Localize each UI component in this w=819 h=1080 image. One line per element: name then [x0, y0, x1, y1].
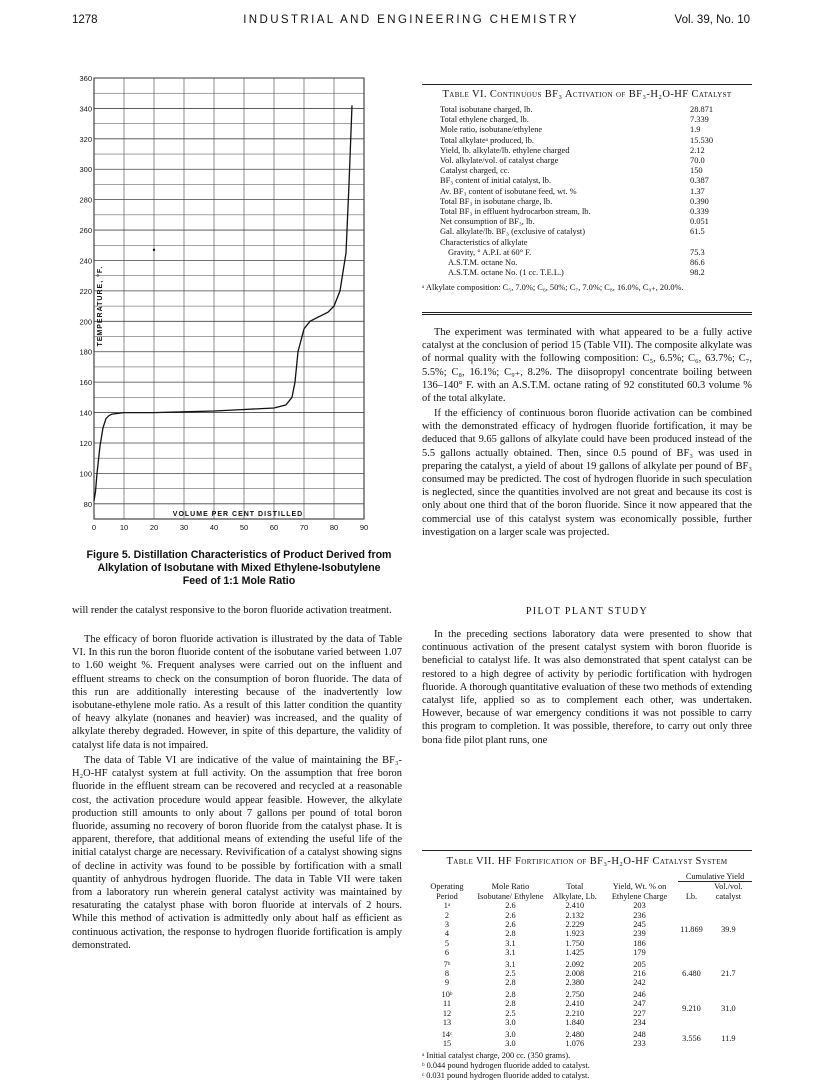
table6-row-value: 86.6: [690, 258, 752, 268]
table6-row-label: Net consumption of BF₃, lb.: [440, 217, 535, 227]
figure-caption: Figure 5. Distillation Characteristics of Product Derived from Alkylation of Isobutane with Mixed Ethylene-Isobutylene Feed of 1:1 Mole Ratio: [86, 549, 392, 588]
x-tick-label: 80: [330, 523, 338, 532]
table6-row-label: BF₃ content of initial catalyst, lb.: [440, 176, 551, 186]
x-tick-label: 60: [270, 523, 278, 532]
table7-cell-ratio: 3.0: [472, 1039, 549, 1048]
table7-cell-cum-vol: 21.7: [705, 958, 752, 988]
table6-rows: [422, 105, 752, 278]
table6-row: [422, 207, 752, 217]
table6-row: [422, 258, 752, 268]
x-tick-label: 10: [120, 523, 128, 532]
table7-cell-yield: 234: [601, 1018, 678, 1027]
table7-cell-cum-lb: 3.556: [678, 1028, 705, 1049]
right-paragraph-2: If the efficiency of continuous boron fluoride activation can be combined with the demonstrated efficacy of hydrogen fluoride fortification, it may be deduced that 9.65 gallons of alkylate could have been produced instead of the 5.5 gallons actually obtained. Then, since 0.5 pound of BF₃ was used in preparing the catalyst, a yield of about 19 gallons of alkylate per pound of BF₃ consumed may be predicted. The cost of hydrogen fluoride in such speculation is neglected, since the quantities involved are not great and because its cost is only about one third that of the boron fluoride. Since it now appeared that the commercial use of this catalyst system was economically possible, further investigation on a larger scale was projected.: [422, 407, 752, 539]
table6-row-value: 70.0: [690, 156, 752, 166]
table7-cell-period: 5: [422, 939, 472, 948]
plot-frame: [94, 78, 364, 519]
table6-row-value: 2.12: [690, 146, 752, 156]
table7-cell-yield: 239: [601, 929, 678, 938]
table6-row: [422, 197, 752, 207]
table7-cell-alkylate: 2.750: [549, 988, 601, 999]
table7-cell-cum-vol: 31.0: [705, 988, 752, 1028]
table7-note: ᵇ 0.044 pound hydrogen fluoride added to catalyst.: [422, 1061, 752, 1071]
table6-top-rule: [422, 84, 752, 85]
x-tick-label: 0: [92, 523, 96, 532]
x-tick-label: 70: [300, 523, 308, 532]
table7-caption: [422, 855, 752, 868]
table6-row-label: Catalyst charged, cc.: [440, 166, 510, 176]
table7-grid: [422, 872, 752, 1048]
y-tick-label: 100: [79, 469, 92, 478]
table-vi: [422, 88, 752, 294]
table7-cell-yield: 236: [601, 911, 678, 920]
y-tick-label: 320: [79, 135, 92, 144]
y-tick-label: 300: [79, 165, 92, 174]
table7-row: [422, 901, 752, 910]
table7-note: ᵃ Initial catalyst charge, 200 cc. (350 grams).: [422, 1051, 752, 1061]
table7-cell-ratio: 3.1: [472, 948, 549, 957]
table6-row-value: 75.3: [690, 248, 752, 258]
table7-row: [422, 988, 752, 999]
col-cum-vol: Vol./vol. catalyst: [705, 882, 752, 901]
table7-body: [422, 901, 752, 1048]
table7-number: Table VII.: [446, 856, 494, 867]
table6-row: [422, 217, 752, 227]
table6-row-value: 28.871: [690, 105, 752, 115]
table7-cell-yield: 216: [601, 969, 678, 978]
table6-row-label: Characteristics of alkylate: [440, 238, 527, 248]
table6-row-label: Total BF₃ in isobutane charge, lb.: [440, 197, 552, 207]
table6-row-label: A.S.T.M. octane No.: [440, 258, 517, 268]
table7-row: [422, 958, 752, 969]
table7-cell-ratio: 2.8: [472, 999, 549, 1008]
table7-cell-period: 15: [422, 1039, 472, 1048]
table7-cell-alkylate: 2.410: [549, 901, 601, 910]
table7-cell-yield: 246: [601, 988, 678, 999]
table6-row-label: Total BF₃ in effluent hydrocarbon stream, lb.: [440, 207, 591, 217]
col-cumulative-yield: Cumulative Yield: [678, 872, 752, 882]
table7-cell-yield: 247: [601, 999, 678, 1008]
table7-cell-yield: 179: [601, 948, 678, 957]
table6-title: Continuous BF₃ Activation of BF₃-H₂O-HF Catalyst: [490, 89, 732, 100]
table6-row: [422, 125, 752, 135]
table7-cell-ratio: 3.0: [472, 1028, 549, 1039]
y-tick-label: 340: [79, 104, 92, 113]
volume-issue: Vol. 39, No. 10: [675, 14, 750, 26]
table6-caption: [422, 88, 752, 101]
right-paragraph-3: In the preceding sections laboratory data were presented to show that continuous activation of the present catalyst system with boron fluoride is beneficial to catalyst life. It was also demonstrated that spent catalyst can be restored to a high degree of activity by periodic fortification with hydrogen fluoride. A thorough quantitative evaluation of these two methods of extending catalyst life, applied so as to complement each other, was undertaken. However, because of war emergency conditions it was not possible to carry this program to completion. It was possible, therefore, to carry out only three bona fide pilot plant runs, one: [422, 628, 752, 747]
table6-row-label: Total alkylateᵃ produced, lb.: [440, 136, 534, 146]
table6-row-value: 7.339: [690, 115, 752, 125]
right-paragraph-1: The experiment was terminated with what appeared to be a fully active catalyst at the conclusion of period 15 (Table VII). The composite alkylate was of normal quality with the following composition: C₅, 6.5%; C₆, 63.7%; C₇, 5.5%; C₈, 16.1%; C₉₊, 8.2%. The diisopropyl concentrate boiling between 136–140° F. with an A.S.T.M. octane rating of 92 constituted 60.3 volume % of the total alkylate.: [422, 326, 752, 405]
table7-cell-period: 8: [422, 969, 472, 978]
table7-cell-ratio: 3.1: [472, 958, 549, 969]
table6-row: [422, 115, 752, 125]
running-header: [72, 14, 750, 30]
table7-cell-ratio: 2.6: [472, 901, 549, 910]
table6-row-value: 0.051: [690, 217, 752, 227]
x-tick-label: 40: [210, 523, 218, 532]
table7-cell-alkylate: 2.480: [549, 1028, 601, 1039]
table7-cell-cum-vol: 11.9: [705, 1028, 752, 1049]
table7-cell-period: 13: [422, 1018, 472, 1027]
table7-cell-ratio: 3.1: [472, 939, 549, 948]
table6-row: [422, 136, 752, 146]
y-tick-label: 160: [79, 378, 92, 387]
table7-cell-alkylate: 1.425: [549, 948, 601, 957]
table6-row: [422, 176, 752, 186]
x-tick-label: 30: [180, 523, 188, 532]
col-cum-lb: Lb.: [678, 882, 705, 901]
table6-row-value: 98.2: [690, 268, 752, 278]
x-tick-label: 20: [150, 523, 158, 532]
table7-cell-ratio: 2.6: [472, 911, 549, 920]
table6-row-label: Mole ratio, isobutane/ethylene: [440, 125, 542, 135]
table7-cell-period: 3: [422, 920, 472, 929]
table7-cell-ratio: 2.5: [472, 1009, 549, 1018]
table7-cell-period: 2: [422, 911, 472, 920]
table6-row-value: 0.387: [690, 176, 752, 186]
table7-cell-period: 9: [422, 978, 472, 987]
distillation-chart: [72, 68, 404, 546]
y-tick-label: 240: [79, 256, 92, 265]
journal-title: INDUSTRIAL AND ENGINEERING CHEMISTRY: [72, 14, 750, 26]
table6-row: [422, 146, 752, 156]
table6-row-value: 150: [690, 166, 752, 176]
x-tick-label: 50: [240, 523, 248, 532]
table7-cell-period: 11: [422, 999, 472, 1008]
table6-row-value: 1.37: [690, 187, 752, 197]
table7-notes: [422, 1051, 752, 1080]
table7-cell-yield: 205: [601, 958, 678, 969]
table6-row-value: 0.390: [690, 197, 752, 207]
chart-svg: [72, 68, 404, 546]
table7-cell-period: 1ᵃ: [422, 901, 472, 910]
table6-row-label: Total ethylene charged, lb.: [440, 115, 529, 125]
table6-row-label: Yield, lb. alkylate/lb. ethylene charged: [440, 146, 569, 156]
table7-cell-yield: 245: [601, 920, 678, 929]
table6-row-label: Gal. alkylate/lb. BF₃ (exclusive of catalyst): [440, 227, 585, 237]
table6-bottom-rule: [422, 312, 752, 315]
y-tick-label: 200: [79, 317, 92, 326]
x-tick-label: 90: [360, 523, 368, 532]
table7-cell-alkylate: 2.132: [549, 911, 601, 920]
table7-cell-alkylate: 2.229: [549, 920, 601, 929]
table7-cell-alkylate: 1.840: [549, 1018, 601, 1027]
table7-cell-alkylate: 2.410: [549, 999, 601, 1008]
table7-cell-ratio: 3.0: [472, 1018, 549, 1027]
table6-footnote: ᵃ Alkylate composition: C₅, 7.0%; C₆, 50%; C₇, 7.0%; C₈, 16.0%, C₉₊, 20.0%.: [422, 283, 752, 293]
table6-row-value: [690, 238, 752, 248]
table7-cell-cum-lb: 6.480: [678, 958, 705, 988]
table7-cell-yield: 242: [601, 978, 678, 987]
col-yield: Yield, Wt. % on Ethylene Charge: [601, 872, 678, 901]
table7-cell-period: 7ᵇ: [422, 958, 472, 969]
table7-cell-alkylate: 1.076: [549, 1039, 601, 1048]
table7-cell-period: 12: [422, 1009, 472, 1018]
table7-cell-period: 10ᵇ: [422, 988, 472, 999]
table7-cell-alkylate: 2.092: [549, 958, 601, 969]
left-paragraph-2: The efficacy of boron fluoride activation is illustrated by the data of Table VI. In this run the boron fluoride content of the isobutane varied between 1.07 to 1.60 weight %. Frequent analyses were carried out on the influent and effluent streams to check on the consumption of boron fluoride. The data of this run are additionally interesting because of the inadvertently low isobutane-ethylene mole ratio. As a result of this latter condition the quantity of heavy alkylate (nonanes and heavier) was increased, and the quality of alkylate thereby degraded. However, in spite of this departure, the validity of catalyst life data is not impaired.: [72, 633, 402, 752]
table6-row-label: Vol. alkylate/vol. of catalyst charge: [440, 156, 558, 166]
table6-row: [422, 268, 752, 278]
col-period: Operating Period: [422, 872, 472, 901]
table7-top-rule: [422, 850, 752, 851]
table7-cell-alkylate: 1.923: [549, 929, 601, 938]
table6-row-label: Gravity, ° A.P.I. at 60° F.: [440, 248, 531, 258]
table6-row: [422, 248, 752, 258]
table7-cell-ratio: 2.8: [472, 988, 549, 999]
table7-cell-alkylate: 2.380: [549, 978, 601, 987]
table7-cell-yield: 227: [601, 1009, 678, 1018]
data-point: [153, 249, 155, 251]
table7-row: [422, 1028, 752, 1039]
table7-cell-ratio: 2.6: [472, 920, 549, 929]
table6-row: [422, 105, 752, 115]
table6-row-label: Av. BF₃ content of isobutane feed, wt. %: [440, 187, 577, 197]
table7-cell-yield: 203: [601, 901, 678, 910]
left-paragraph-3: The data of Table VI are indicative of the value of maintaining the BF₃-H₂O-HF catalyst system at full activity. On the assumption that free boron fluoride in the effluent stream can be recovered and recycled at a reasonable cost, the activation procedure would appear feasible. However, the alkylate production still amounts to only about 7 gallons per pound of total boron fluoride, assuming no recovery of boron fluoride from the catalyst phase. It is apparent, therefore, that additional means of extending the useful life of the initial catalyst charge are necessary. Revivification of a catalyst showing signs of decline in activity was found to be possible by fortification with a small quantity of anhydrous hydrogen fluoride. The data in Table VII were taken from a laboratory run wherein general catalyst activity was maintained by resaturating the catalyst phase with boron fluoride at intervals of 2 hours. While this method of activation is admittedly only about half as efficient as continuous activation, the response to hydrogen fluoride fortification is amply demonstrated.: [72, 754, 402, 952]
table6-row: [422, 156, 752, 166]
table7-cell-alkylate: 2.210: [549, 1009, 601, 1018]
table7-cell-cum-lb: 9.210: [678, 988, 705, 1028]
table6-row-value: 15.530: [690, 136, 752, 146]
section-heading: PILOT PLANT STUDY: [422, 606, 752, 617]
table7-cell-cum-vol: 39.9: [705, 901, 752, 957]
y-tick-label: 180: [79, 348, 92, 357]
table7-cell-period: 6: [422, 948, 472, 957]
y-tick-label: 220: [79, 287, 92, 296]
y-tick-label: 360: [79, 74, 92, 83]
table-vii: [422, 855, 752, 1080]
table7-cell-cum-lb: 11.869: [678, 901, 705, 957]
table6-row-label: A.S.T.M. octane No. (1 cc. T.E.L.): [440, 268, 564, 278]
col-mole-ratio: Mole Ratio Isobutane/ Ethylene: [472, 872, 549, 901]
table6-row-value: 1.9: [690, 125, 752, 135]
table7-cell-yield: 186: [601, 939, 678, 948]
table7-cell-alkylate: 1.750: [549, 939, 601, 948]
y-tick-label: 260: [79, 226, 92, 235]
y-tick-label: 280: [79, 196, 92, 205]
col-total-alkylate: Total Alkylate, Lb.: [549, 872, 601, 901]
table7-cell-yield: 233: [601, 1039, 678, 1048]
y-tick-label: 120: [79, 439, 92, 448]
table6-number: Table VI.: [442, 89, 486, 100]
table7-cell-ratio: 2.8: [472, 929, 549, 938]
table6-row: [422, 187, 752, 197]
table6-row: [422, 238, 752, 248]
table6-row: [422, 227, 752, 237]
left-paragraph-1: will render the catalyst responsive to the boron fluoride activation treatment.: [72, 604, 402, 617]
y-tick-label: 140: [79, 409, 92, 418]
table7-cell-ratio: 2.8: [472, 978, 549, 987]
table7-cell-period: 14ᶜ: [422, 1028, 472, 1039]
x-axis-label: VOLUME PER CENT DISTILLED: [173, 511, 303, 518]
distillation-curve: [94, 105, 352, 500]
table7-cell-alkylate: 2.008: [549, 969, 601, 978]
table7-cell-ratio: 2.5: [472, 969, 549, 978]
y-axis-label: TEMPERATURE, °F.: [96, 266, 104, 347]
table6-row: [422, 166, 752, 176]
table7-cell-yield: 248: [601, 1028, 678, 1039]
table6-row-value: 0.339: [690, 207, 752, 217]
y-tick-label: 80: [84, 500, 92, 509]
table7-note: ᶜ 0.031 pound hydrogen fluoride added to catalyst.: [422, 1071, 752, 1080]
table7-title: HF Fortification of BF₃-H₂O-HF Catalyst System: [498, 856, 728, 867]
page-number: 1278: [72, 14, 98, 26]
table7-cell-period: 4: [422, 929, 472, 938]
table6-row-value: 61.5: [690, 227, 752, 237]
table6-row-label: Total isobutane charged, lb.: [440, 105, 533, 115]
